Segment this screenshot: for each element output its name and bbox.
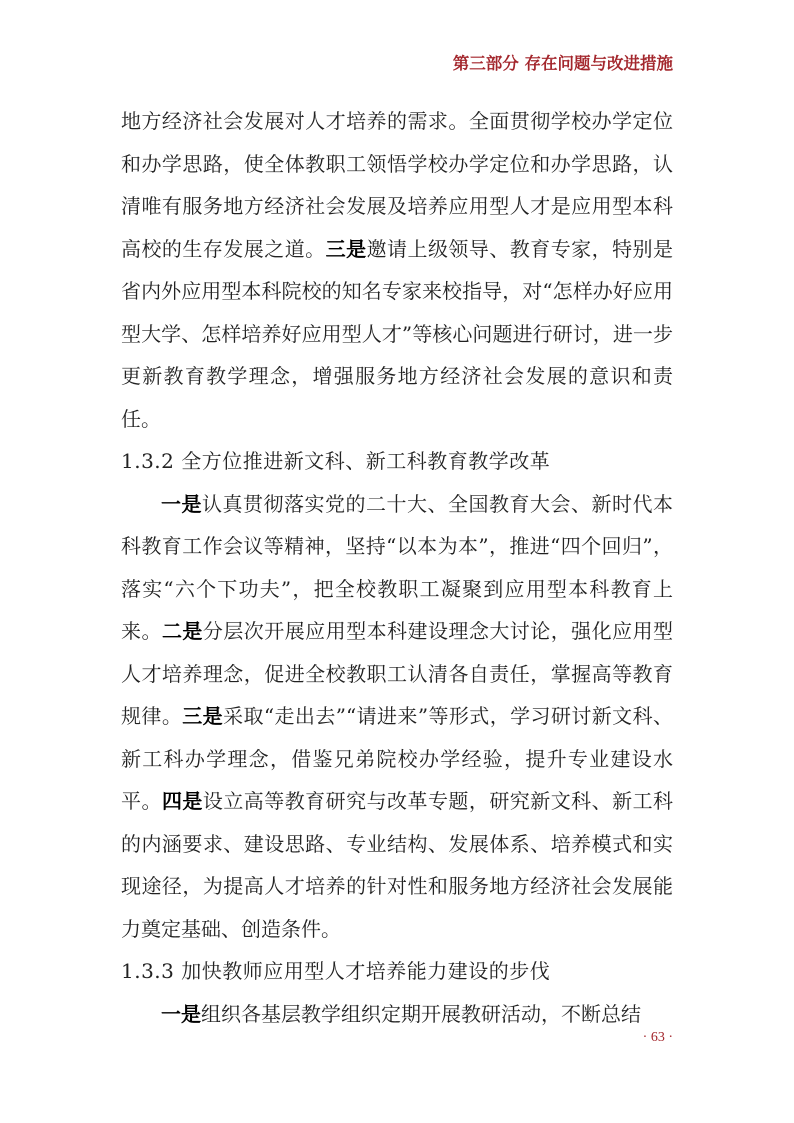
section-heading: 1.3.3 加快教师应用型人才培养能力建设的步伐: [121, 959, 551, 983]
paragraph: [121, 993, 673, 1036]
emphasis-ordinal: 二是: [161, 619, 203, 643]
paragraph-text: 邀请上级领导、教育专家，特别是省内外应用型本科院校的知名专家来校指导，对“怎样办好应用型大学、怎样培养好应用型人才”等核心问题进行研讨，进一步更新教育教学理念，增强服务地方经济社会发展的意识和责任。: [121, 236, 674, 431]
paragraph: [121, 100, 673, 440]
paragraph-text: 设立高等教育研究与改革专题，研究新文科、新工科的内涵要求、建设思路、专业结构、发展体系、培养模式和实现途径，为提高人才培养的针对性和服务地方经济社会发展能力奠定基础、创造条件。: [121, 789, 674, 941]
emphasis-ordinal: 三是: [325, 236, 367, 261]
paragraph-text: 采取“走出去”“请进来”等形式，学习研讨新文科、新工科办学理念，借鉴兄弟院校办学经验，提升专业建设水平。: [121, 704, 673, 813]
paragraph: [121, 483, 673, 951]
page-number: · 63 ·: [642, 1030, 673, 1045]
emphasis-ordinal: 四是: [161, 789, 203, 813]
paragraph-text: 组织各基层教学组织定期开展教研活动，不断总结: [201, 1001, 641, 1026]
emphasis-ordinal: 一是: [161, 491, 202, 516]
paragraph-text: 分层次开展应用型本科建设理念大讨论，强化应用型人才培养理念，促进全校教职工认清各自责任，掌握高等教育规律。: [121, 619, 674, 728]
paragraph-text: 认真贯彻落实党的二十大、全国教育大会、新时代本科教育工作会议等精神，坚持“以本为本”，推进“四个回归”，落实“六个下功夫”，把全校教职工凝聚到应用型本科教育上来。: [121, 491, 673, 643]
paragraph-text: 地方经济社会发展对人才培养的需求。全面贯彻学校办学定位和办学思路，使全体教职工领悟学校办学定位和办学思路，认清唯有服务地方经济社会发展及培养应用型人才是应用型本科高校的生存发展之道。: [121, 109, 673, 261]
body-text: [121, 100, 673, 1035]
emphasis-ordinal: 一是: [161, 1001, 201, 1026]
running-header: 第三部分 存在问题与改进措施: [452, 54, 673, 73]
emphasis-ordinal: 三是: [182, 704, 224, 728]
section-heading: 1.3.2 全方位推进新文科、新工科教育教学改革: [121, 449, 551, 473]
